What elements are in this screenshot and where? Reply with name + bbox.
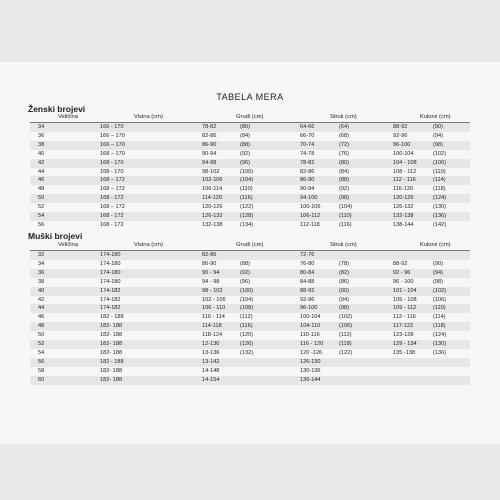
cell-grudi: 90-94 <box>202 150 217 157</box>
cell-kukovi-avg: (94) <box>433 132 443 139</box>
cell-velicina: 34 <box>38 260 45 267</box>
cell-visina: 168 - 172 <box>100 213 124 219</box>
cell-grudi: 14-148 <box>202 367 220 374</box>
cell-visina: 182 - 188 <box>100 314 124 321</box>
table-row <box>0 349 500 358</box>
cell-grudi: 82-86 <box>202 132 217 139</box>
cell-grudi-avg: (120) <box>240 332 254 339</box>
cell-grudi-avg: (116) <box>240 195 253 202</box>
header-visina: Visina (cm) <box>134 114 163 120</box>
cell-kukovi: 108 - 112 <box>393 168 417 175</box>
cell-struk: 120 -126 <box>300 349 323 356</box>
cell-struk-avg: (90) <box>339 287 349 294</box>
cell-velicina: 52 <box>38 204 45 211</box>
cell-visina: 182 - 188 <box>100 358 124 365</box>
cell-grudi: 94-98 <box>202 159 217 166</box>
cell-visina: 174-180 <box>100 260 121 267</box>
cell-grudi: 114-120 <box>202 195 223 202</box>
cell-velicina: 54 <box>38 213 45 219</box>
cell-visina: 174-182 <box>100 287 121 294</box>
cell-grudi-avg: (126) <box>240 341 254 347</box>
cell-kukovi-avg: (136) <box>433 349 447 356</box>
cell-visina: 174-182 <box>100 296 121 303</box>
header-grudi: Grudi (cm) <box>236 114 264 120</box>
cell-struk: 136-144 <box>300 376 321 383</box>
cell-velicina: 46 <box>38 314 45 321</box>
cell-struk-avg: (84) <box>339 168 349 175</box>
cell-struk: 96-100 <box>300 305 318 312</box>
cell-grudi-avg: (112) <box>240 314 253 321</box>
header-velicina: Veličina <box>58 242 78 248</box>
cell-visina: 182- 188 <box>100 349 123 356</box>
cell-kukovi-avg: (102) <box>433 150 447 157</box>
cell-kukovi: 101 - 104 <box>393 287 417 294</box>
header-grudi: Grudi (cm) <box>236 242 264 248</box>
cell-kukovi: 96 - 100 <box>393 278 414 285</box>
header-struk: Struk (cm) <box>330 114 357 120</box>
cell-kukovi: 109 - 112 <box>393 305 417 312</box>
cell-kukovi-avg: (98) <box>433 141 443 148</box>
cell-struk-avg: (106) <box>339 323 353 330</box>
cell-grudi: 14-154 <box>202 376 220 383</box>
section-title-zenski: Ženski brojevi <box>28 104 86 114</box>
cell-struk-avg: (92) <box>339 186 349 193</box>
cell-kukovi-avg: (114) <box>433 314 446 321</box>
table-row <box>30 376 470 385</box>
cell-kukovi-avg: (130) <box>433 341 447 347</box>
cell-velicina: 48 <box>38 323 45 330</box>
cell-kukovi: 135 -138 <box>393 349 416 356</box>
cell-visina: 166 – 170 <box>100 141 125 148</box>
cell-struk: 104-110 <box>300 323 321 330</box>
cell-grudi: 120-126 <box>202 204 223 211</box>
cell-grudi-avg: (92) <box>240 269 250 276</box>
cell-velicina: 36 <box>38 269 45 276</box>
cell-grudi: 110 - 114 <box>202 314 225 321</box>
table-row <box>30 212 470 221</box>
cell-kukovi-avg: (118) <box>433 186 446 193</box>
page-title: TABELA MERA <box>216 92 284 102</box>
cell-kukovi: 123-128 <box>393 332 414 339</box>
cell-struk-avg: (76) <box>339 150 349 157</box>
cell-struk: 92-96 <box>300 296 315 303</box>
cell-grudi-avg: (134) <box>240 221 254 228</box>
cell-velicina: 38 <box>38 278 45 285</box>
cell-struk-avg: (80) <box>339 159 349 166</box>
cell-velicina: 38 <box>38 141 45 148</box>
cell-kukovi-avg: (118) <box>433 323 446 330</box>
cell-kukovi: 100-104 <box>393 150 414 157</box>
cell-velicina: 40 <box>38 150 45 157</box>
table-row <box>30 287 470 296</box>
cell-kukovi-avg: (102) <box>433 287 447 294</box>
cell-struk-avg: (86) <box>339 278 349 285</box>
cell-struk: 72-76 <box>300 252 315 258</box>
cell-visina: 174-180 <box>100 278 121 285</box>
cell-grudi-avg: (122) <box>240 204 254 211</box>
table-row <box>0 168 500 177</box>
cell-velicina: 40 <box>38 287 45 294</box>
table-row <box>30 123 470 132</box>
cell-struk: 84-88 <box>300 278 315 285</box>
table-row <box>30 322 470 331</box>
cell-visina: 182- 188 <box>100 341 123 347</box>
cell-grudi-avg: (100) <box>240 287 254 294</box>
cell-velicina: 50 <box>38 332 45 339</box>
cell-grudi: 12-130 <box>202 341 220 347</box>
cell-velicina: 58 <box>38 367 45 374</box>
cell-struk: 74-78 <box>300 150 315 157</box>
cell-grudi-avg: (84) <box>240 132 250 139</box>
cell-visina: 168 - 172 <box>100 221 124 228</box>
cell-struk-avg: (98) <box>339 195 349 202</box>
cell-struk: 116 - 120 <box>300 341 324 347</box>
cell-kukovi-avg: (130) <box>433 204 447 211</box>
cell-grudi-avg: (100) <box>240 168 254 175</box>
cell-grudi-avg: (128) <box>240 213 254 219</box>
cell-visina: 182- 188 <box>100 332 123 339</box>
cell-grudi-avg: (132) <box>240 349 254 356</box>
cell-kukovi-avg: (124) <box>433 195 447 202</box>
cell-struk: 100-106 <box>300 204 321 211</box>
table-row <box>0 203 500 212</box>
cell-struk-avg: (118) <box>339 341 352 347</box>
cell-visina: 168 - 170 <box>100 168 124 175</box>
cell-visina: 168 – 172 <box>100 177 125 184</box>
cell-struk-avg: (102) <box>339 314 353 321</box>
cell-velicina: 44 <box>38 305 45 312</box>
cell-kukovi: 88-92 <box>393 260 408 267</box>
header-visina: Visina (cm) <box>134 242 163 248</box>
cell-kukovi-avg: (94) <box>433 269 443 276</box>
cell-kukovi: 92-96 <box>393 132 408 139</box>
cell-velicina: 50 <box>38 195 45 202</box>
cell-kukovi-avg: (110) <box>433 305 446 312</box>
cell-kukovi: 138-144 <box>393 221 414 228</box>
table-row <box>30 141 470 150</box>
cell-kukovi-avg: (106) <box>433 296 447 303</box>
cell-kukovi: 126-132 <box>393 204 414 211</box>
cell-visina: 182- 188 <box>100 376 123 383</box>
cell-velicina: 60 <box>38 376 45 383</box>
cell-velicina: 56 <box>38 221 45 228</box>
header-struk: Struk (cm) <box>330 242 357 248</box>
cell-struk-avg: (64) <box>339 124 349 130</box>
cell-struk: 90-94 <box>300 186 315 193</box>
cell-struk: 110-116 <box>300 332 320 339</box>
cell-grudi-avg: (108) <box>240 305 254 312</box>
table-row <box>0 260 500 269</box>
cell-grudi-avg: (110) <box>240 186 253 193</box>
cell-kukovi: 129 - 134 <box>393 341 417 347</box>
cell-grudi: 90 - 94 <box>202 269 220 276</box>
cell-grudi-avg: (88) <box>240 260 250 267</box>
cell-grudi: 98-102 <box>202 168 220 175</box>
table-row <box>0 221 500 230</box>
table-row <box>30 358 470 367</box>
table-row <box>0 278 500 287</box>
cell-kukovi: 96-100 <box>393 141 411 148</box>
cell-struk-avg: (94) <box>339 296 349 303</box>
cell-visina: 174-180 <box>100 252 121 258</box>
table-row <box>30 176 470 185</box>
cell-kukovi: 132-138 <box>393 213 414 219</box>
cell-visina: 168 – 172 <box>100 186 125 193</box>
cell-grudi-avg: (116) <box>240 323 253 330</box>
cell-grudi: 13-136 <box>202 349 220 356</box>
cell-kukovi: 92 - 96 <box>393 269 411 276</box>
cell-grudi-avg: (96) <box>240 159 250 166</box>
cell-struk-avg: (110) <box>339 213 352 219</box>
table-row <box>0 132 500 141</box>
table-row <box>0 367 500 376</box>
cell-visina: 174-180 <box>100 269 121 276</box>
header-velicina: Veličina <box>58 114 78 120</box>
cell-struk: 100-104 <box>300 314 321 321</box>
cell-grudi: 13-142 <box>202 358 220 365</box>
cell-visina: 168 – 170 <box>100 150 125 157</box>
cell-velicina: 56 <box>38 358 45 365</box>
header-kukovi: Kukovi (cm) <box>420 114 451 120</box>
table-row <box>0 185 500 194</box>
cell-struk-avg: (78) <box>339 260 349 267</box>
table-row <box>30 269 470 278</box>
cell-grudi: 82-86 <box>202 252 217 258</box>
table-row <box>30 194 470 203</box>
cell-kukovi: 120-126 <box>393 195 414 202</box>
cell-grudi-avg: (104) <box>240 296 254 303</box>
cell-grudi: 86-90 <box>202 141 217 148</box>
cell-struk: 88-92 <box>300 287 315 294</box>
cell-struk-avg: (116) <box>339 221 352 228</box>
cell-grudi: 106-114 <box>202 186 223 193</box>
cell-struk-avg: (72) <box>339 141 349 148</box>
cell-grudi-avg: (96) <box>240 278 250 285</box>
cell-kukovi: 112 - 116 <box>393 177 416 184</box>
cell-velicina: 34 <box>38 124 45 130</box>
cell-velicina: 46 <box>38 177 45 184</box>
cell-kukovi-avg: (90) <box>433 260 443 267</box>
cell-grudi: 98 - 102 <box>202 287 223 294</box>
cell-kukovi: 117-122 <box>393 323 414 330</box>
cell-visina: 174-182 <box>100 305 121 312</box>
cell-grudi: 94 - 98 <box>202 278 220 285</box>
cell-struk-avg: (82) <box>339 269 349 276</box>
cell-grudi: 86-90 <box>202 260 217 267</box>
cell-kukovi: 116-120 <box>393 186 414 193</box>
cell-velicina: 32 <box>38 252 45 258</box>
cell-velicina: 48 <box>38 186 45 193</box>
cell-struk: 80-84 <box>300 269 315 276</box>
cell-struk: 78-82 <box>300 159 315 166</box>
size-chart-sheet <box>0 62 500 444</box>
cell-visina: 168 - 170 <box>100 159 124 166</box>
cell-grudi: 102-106 <box>202 177 223 184</box>
cell-velicina: 44 <box>38 168 45 175</box>
cell-struk: 64-66 <box>300 124 315 130</box>
cell-kukovi-avg: (110) <box>433 168 446 175</box>
cell-struk-avg: (112) <box>339 332 352 339</box>
cell-struk: 76-80 <box>300 260 315 267</box>
cell-velicina: 42 <box>38 296 45 303</box>
cell-struk: 82-86 <box>300 168 315 175</box>
cell-kukovi-avg: (98) <box>433 278 443 285</box>
cell-kukovi: 113 - 116 <box>393 314 416 321</box>
cell-struk-avg: (98) <box>339 305 349 312</box>
cell-kukovi-avg: (106) <box>433 159 447 166</box>
cell-struk: 94-100 <box>300 195 318 202</box>
table-row <box>30 340 470 349</box>
cell-visina: 166 – 170 <box>100 132 125 139</box>
cell-struk-avg: (122) <box>339 349 353 356</box>
cell-struk: 130-136 <box>300 367 321 374</box>
cell-velicina: 52 <box>38 341 45 347</box>
table-row <box>30 159 470 168</box>
cell-kukovi-avg: (90) <box>433 124 443 130</box>
table-row <box>0 150 500 159</box>
cell-velicina: 42 <box>38 159 45 166</box>
cell-grudi: 126-132 <box>202 213 223 219</box>
cell-visina: 168 - 172 <box>100 195 124 202</box>
cell-visina: 182- 188 <box>100 323 123 330</box>
cell-kukovi-avg: (114) <box>433 177 446 184</box>
cell-grudi: 78-82 <box>202 124 217 130</box>
cell-struk: 126-130 <box>300 358 321 365</box>
cell-kukovi: 88-92 <box>393 124 408 130</box>
table-row <box>30 251 470 260</box>
cell-struk: 106-112 <box>300 213 321 219</box>
cell-kukovi-avg: (142) <box>433 221 447 228</box>
cell-grudi-avg: (92) <box>240 150 250 157</box>
cell-grudi: 132-138 <box>202 221 223 228</box>
cell-grudi-avg: (88) <box>240 141 250 148</box>
cell-velicina: 36 <box>38 132 45 139</box>
cell-kukovi: 104 - 108 <box>393 159 417 166</box>
cell-struk-avg: (68) <box>339 132 349 139</box>
table-row <box>0 313 500 322</box>
cell-struk: 66-70 <box>300 132 315 139</box>
cell-kukovi: 105 - 108 <box>393 296 417 303</box>
cell-visina: 168 – 172 <box>100 204 125 211</box>
cell-grudi: 118-124 <box>202 332 223 339</box>
cell-struk-avg: (88) <box>339 177 349 184</box>
header-kukovi: Kukovi (cm) <box>420 242 451 248</box>
cell-struk: 86-90 <box>300 177 315 184</box>
cell-velicina: 54 <box>38 349 45 356</box>
cell-visina: 166 - 170 <box>100 124 124 130</box>
cell-grudi: 102 - 106 <box>202 296 226 303</box>
cell-grudi: 114-118 <box>202 323 222 330</box>
cell-grudi-avg: (80) <box>240 124 250 130</box>
table-row <box>0 296 500 305</box>
cell-grudi: 106 - 110 <box>202 305 226 312</box>
section-title-muski: Muški brojevi <box>28 231 83 241</box>
cell-grudi-avg: (104) <box>240 177 254 184</box>
cell-struk: 70-74 <box>300 141 315 148</box>
table-row <box>30 304 470 313</box>
cell-struk: 112-118 <box>300 221 320 228</box>
table-row <box>0 331 500 340</box>
cell-visina: 182- 188 <box>100 367 123 374</box>
cell-kukovi-avg: (136) <box>433 213 447 219</box>
cell-struk-avg: (104) <box>339 204 353 211</box>
cell-kukovi-avg: (124) <box>433 332 447 339</box>
